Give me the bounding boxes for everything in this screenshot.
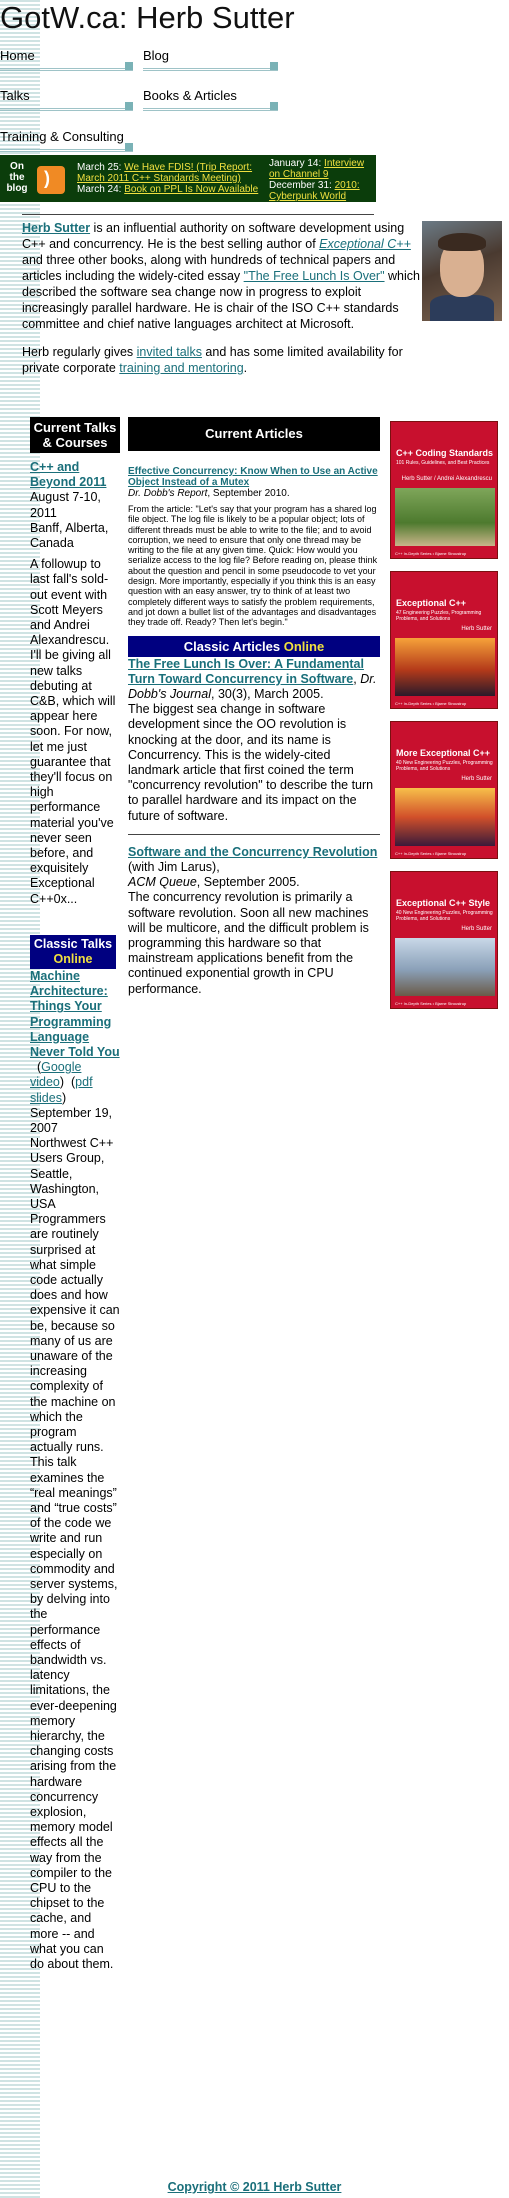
author-photo xyxy=(422,221,502,321)
classic-talk-title xyxy=(30,969,120,1060)
site-title: GotW.ca: Herb Sutter xyxy=(0,0,295,35)
book-title: Exceptional C++ Style xyxy=(396,898,491,908)
book-cover-image xyxy=(395,938,495,996)
article-source: ACM Queue xyxy=(128,875,197,890)
nav-talks-label: Talks xyxy=(0,88,30,103)
classic-articles-header-text: Classic Articles xyxy=(183,638,284,654)
blog-item-link[interactable]: Interview on Channel 9 xyxy=(269,158,365,180)
classic-talk-link[interactable]: Machine Architecture: Things Your Programming Language Never Told You xyxy=(30,968,120,1059)
nav-talks[interactable] xyxy=(0,88,133,111)
nav-marker-icon xyxy=(125,62,133,70)
book-subtitle: 40 New Engineering Puzzles, Programming Problems, and Solutions xyxy=(396,910,493,922)
blog-bar-label: On the blog xyxy=(6,161,28,194)
intro-paragraph xyxy=(22,344,422,376)
blog-item-date: January 14: xyxy=(269,158,322,169)
nav-marker-icon xyxy=(125,143,133,151)
blog-bar-recent xyxy=(77,162,267,195)
training-link[interactable]: training and mentoring xyxy=(119,361,244,375)
blog-item-date: March 25: xyxy=(77,162,122,173)
event-place: Banff, Alberta, Canada xyxy=(30,520,109,551)
article-body: From the article: "Let's say that your program has a shared log file object. The log file is likely to be a popular object; lots of different threads must be able to write to the file; and to avoid corruption, we need to ensure that only one thread may be writing to the file at any given time. Quick: How would you serialize access to the log file? Before reading on, please think about the question and pencil in some pseudocode to vet your design. More importantly, especially if you think this is an easy question with an easy answer, try to think of at least two completely different ways to satisfy the problem requirements, and jot down a bullet list of the advantages and disadvantages they trade off. Ready? Then let's begin." xyxy=(128,504,378,628)
nav-training-label: Training & Consulting xyxy=(0,129,124,144)
nav-books-label: Books & Articles xyxy=(143,88,237,103)
blog-item xyxy=(269,180,373,202)
classic-articles-header-online: Online xyxy=(283,638,325,654)
article-date: , September 2010. xyxy=(207,488,290,499)
nav-marker-icon xyxy=(270,102,278,110)
article-source: Dr. Dobb's Journal xyxy=(128,671,377,701)
intro-text: . xyxy=(243,361,248,375)
divider xyxy=(22,214,374,215)
book-series: C++ In-Depth Series • Bjarne Stroustrup xyxy=(395,551,467,556)
blog-item-date: March 24: xyxy=(77,184,122,195)
book-series: C++ In-Depth Series • Bjarne Stroustrup xyxy=(395,851,467,856)
article-link[interactable]: The Free Lunch Is Over: A Fundamental Turn Toward Concurrency in Software xyxy=(128,656,364,686)
nav-home-label: Home xyxy=(0,48,35,63)
book-cover[interactable] xyxy=(390,871,498,1009)
classic-articles-header xyxy=(128,636,380,657)
nav-marker-icon xyxy=(125,102,133,110)
intro-text: Herb regularly gives xyxy=(22,345,137,359)
book-subtitle: 40 New Engineering Puzzles, Programming Problems, and Solutions xyxy=(396,760,493,772)
articles-header: Current Articles xyxy=(128,417,380,451)
book-cover[interactable] xyxy=(390,571,498,709)
book-subtitle: 101 Rules, Guidelines, and Best Practices xyxy=(396,460,490,466)
book-series: C++ In-Depth Series • Bjarne Stroustrup xyxy=(395,1001,467,1006)
article-coauthor: (with Jim Larus), xyxy=(128,860,220,874)
talks-header: Current Talks & Courses xyxy=(30,417,120,453)
event-date: August 7-10, 2011 xyxy=(30,490,101,520)
book-authors: Herb Sutter xyxy=(461,926,492,932)
nav-books-articles[interactable] xyxy=(143,88,278,111)
intro-text: which described the software sea change now in progress to exploit increasingly parallel hardware. He is chair of the ISO C++ standards committee and chief native languages architect at Microsoft. xyxy=(22,269,420,331)
classic-talk-links: (Google video) (pdf slides) xyxy=(30,1060,93,1105)
intro-paragraph xyxy=(22,220,422,332)
blog-item-link[interactable]: We Have FDIS! (Trip Report: March 2011 C++ Standards Meeting) xyxy=(77,162,253,184)
article-date: , September 2005. xyxy=(196,875,300,890)
talks-column xyxy=(30,460,120,1972)
book-authors: Herb Sutter / Andrei Alexandrescu xyxy=(401,476,492,482)
article-body: The concurrency revolution is primarily a software revolution. Soon all new machines will be multicore, and the difficult problem is programming this hardware so that mainstream applications benefit from the continued exponential growth in CPU performance. xyxy=(128,890,369,996)
video-link[interactable]: Google video xyxy=(30,1060,82,1090)
article-date: , 30(3), March 2005. xyxy=(211,686,324,701)
nav-blog[interactable] xyxy=(143,48,278,71)
book-authors: Herb Sutter xyxy=(461,776,492,782)
article-source: Dr. Dobb's Report xyxy=(128,488,208,499)
nav-blog-label: Blog xyxy=(143,48,170,63)
article-link[interactable]: Effective Concurrency: Know When to Use an Active Object Instead of a Mutex xyxy=(128,466,378,488)
book-subtitle: 47 Engineering Puzzles, Programming Problems, and Solutions xyxy=(396,610,482,622)
article-entry xyxy=(128,657,380,824)
author-link[interactable]: Herb Sutter xyxy=(22,221,91,235)
book-cover-image xyxy=(395,638,495,696)
book-series: C++ In-Depth Series • Bjarne Stroustrup xyxy=(395,701,467,706)
intro xyxy=(22,220,422,388)
classic-talk-description: Programmers are routinely surprised at what simple code actually does and how expensive it can be, because so many of us are unaware of the increasing complexity of the machine on which the program actually runs. This talk examines the “real meanings” and “true costs” of the code we write and run especially on commodity and server systems, by delving into the performance effects of bandwidth vs. latency limitations, the ever-deepening memory hierarchy, the changing costs arising from the hardware concurrency explosion, memory model effects all the way from the compiler to the CPU to the chipset to the cache, and more -- and what you can do about them. xyxy=(30,1212,120,1972)
footer xyxy=(0,2180,509,2194)
book-cover[interactable] xyxy=(390,721,498,859)
blog-item-link[interactable]: 2010: Cyberpunk World xyxy=(269,180,360,202)
book-authors: Herb Sutter xyxy=(461,626,492,632)
divider xyxy=(128,834,380,835)
essay-link[interactable]: "The Free Lunch Is Over" xyxy=(243,269,385,283)
articles-column xyxy=(128,466,380,997)
classic-talk-date: September 19, 2007 xyxy=(30,1105,112,1135)
article-citation xyxy=(128,488,380,499)
blog-item-date: December 31: xyxy=(269,180,332,191)
blog-item xyxy=(269,158,373,180)
article-entry xyxy=(128,845,380,997)
nav-marker-icon xyxy=(270,62,278,70)
article-title xyxy=(128,466,380,488)
invited-talks-link[interactable]: invited talks xyxy=(136,345,202,359)
blog-bar xyxy=(0,155,376,202)
copyright-link[interactable]: Copyright © 2011 Herb Sutter xyxy=(167,2180,342,2194)
book-title: Exceptional C++ xyxy=(396,598,467,608)
classic-talks-header-online: Online xyxy=(53,951,93,966)
blog-item xyxy=(77,184,267,195)
intro-text: is an influential authority on software development using C++ and concurrency. He is the best selling author of xyxy=(22,221,405,251)
book-title: C++ Coding Standards xyxy=(396,448,494,458)
intro-text: and three other books, along with hundreds of technical papers and articles including the widely-cited essay xyxy=(22,253,396,283)
classic-talk-place: Northwest C++ Users Group, Seattle, Washington, USA xyxy=(30,1136,114,1211)
book-title: More Exceptional C++ xyxy=(396,748,491,758)
event-title xyxy=(30,460,120,490)
classic-talks-header xyxy=(30,935,116,969)
nav-training-consulting[interactable] xyxy=(0,129,133,152)
event-link[interactable]: C++ and Beyond 2011 xyxy=(30,460,107,490)
nav-home[interactable] xyxy=(0,48,133,71)
blog-item-link[interactable]: Book on PPL Is Now Available xyxy=(124,184,259,195)
blog-bar-older xyxy=(269,158,373,202)
classic-talks-header-text: Classic Talks xyxy=(33,936,113,951)
article-link[interactable]: Software and the Concurrency Revolution xyxy=(128,844,378,859)
event-description: A followup to last fall's sold-out event with Scott Meyers and Andrei Alexandrescu. I'll be giving all new talks debuting at C&B, which will appear here soon. For now, let me just guarantee that they'll focus on high performance material you've never seen before, and exquisitely Exceptional C++0x... xyxy=(30,557,116,906)
article-separator: , xyxy=(353,671,357,686)
pdf-link[interactable]: pdf slides xyxy=(30,1075,93,1105)
book-cover-image xyxy=(395,488,495,546)
intro-text: and has some limited availability for private corporate xyxy=(22,345,403,375)
rss-feed-icon[interactable]: ) xyxy=(37,166,65,194)
book-cover-image xyxy=(395,788,495,846)
article-body: The biggest sea change in software development since the OO revolution is knocking at the door, and its name is Concurrency. This is the widely-cited landmark article that first coined the term "concurrency revolution" to describe the turn to parallel hardware and its impact on the future of software. xyxy=(128,702,374,823)
book-cover[interactable] xyxy=(390,421,498,559)
blog-item xyxy=(77,162,267,184)
book-link[interactable]: Exceptional C++ xyxy=(319,237,411,251)
